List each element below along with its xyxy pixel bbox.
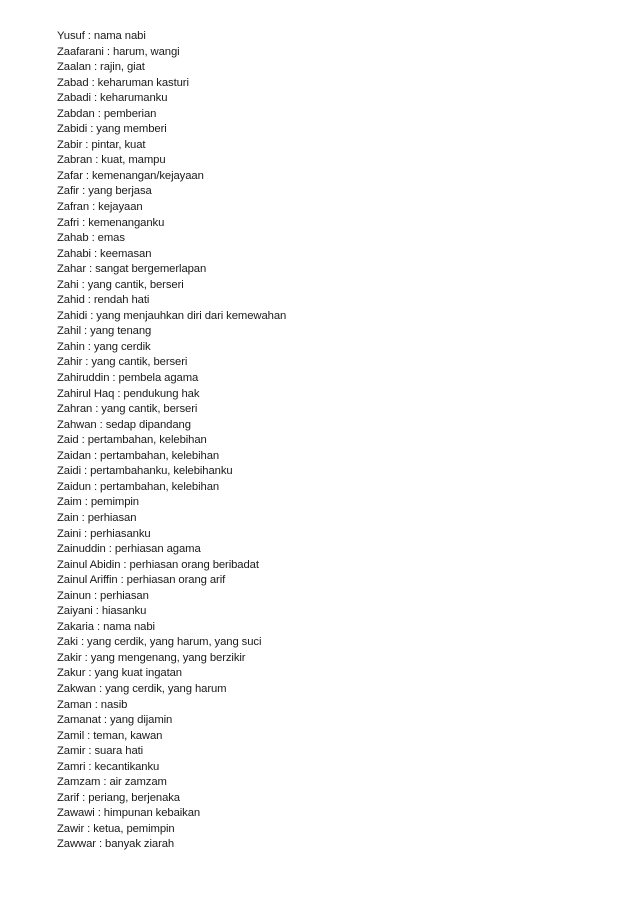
name-entry: Zarif : periang, berjenaka xyxy=(57,791,180,804)
name-entry: Zaafarani : harum, wangi xyxy=(57,45,180,58)
name-entry: Zahabi : keemasan xyxy=(57,247,152,260)
name-entry: Zawir : ketua, pemimpin xyxy=(57,822,175,835)
name-entry: Zaalan : rajin, giat xyxy=(57,61,145,74)
name-entry: Zahwan : sedap dipandang xyxy=(57,418,191,431)
name-entry: Zaiyani : hiasanku xyxy=(57,605,147,618)
name-entry: Zafar : kemenangan/kejayaan xyxy=(57,169,204,182)
name-entry: Zafran : kejayaan xyxy=(57,201,143,214)
name-entry: Zaidi : pertambahanku, kelebihanku xyxy=(57,465,233,478)
name-entry: Zamir : suara hati xyxy=(57,745,144,758)
name-entry: Zakir : yang mengenang, yang berzikir xyxy=(57,651,246,664)
name-entry: Zahi : yang cantik, berseri xyxy=(57,278,184,291)
name-entry: Zabad : keharuman kasturi xyxy=(57,76,189,89)
name-entry: Zawwar : banyak ziarah xyxy=(57,838,175,851)
name-entry: Zakur : yang kuat ingatan xyxy=(57,667,182,680)
name-entry: Zahir : yang cantik, berseri xyxy=(57,356,188,369)
name-entry: Zaim : pemimpin xyxy=(57,496,139,509)
name-entry: Zamri : kecantikanku xyxy=(57,760,160,773)
name-entry: Zaid : pertambahan, kelebihan xyxy=(57,434,207,447)
name-meaning-list xyxy=(57,29,286,853)
name-entry: Zainuddin : perhiasan agama xyxy=(57,543,201,556)
name-entry: Zainun : perhiasan xyxy=(57,589,149,602)
name-entry: Zahab : emas xyxy=(57,232,125,245)
name-entry: Zabidi : yang memberi xyxy=(57,123,167,136)
name-entry: Zainul Ariffin : perhiasan orang arif xyxy=(57,574,226,587)
name-entry: Zamzam : air zamzam xyxy=(57,776,167,789)
name-entry: Zaini : perhiasanku xyxy=(57,527,151,540)
name-entry: Zaki : yang cerdik, yang harum, yang suci xyxy=(57,636,262,649)
name-entry: Zahiruddin : pembela agama xyxy=(57,372,199,385)
name-entry: Zawawi : himpunan kebaikan xyxy=(57,807,201,820)
name-entry: Zain : perhiasan xyxy=(57,511,137,524)
name-entry: Zabadi : keharumanku xyxy=(57,92,168,105)
name-entry: Zahirul Haq : pendukung hak xyxy=(57,387,200,400)
name-entry: Zaman : nasib xyxy=(57,698,128,711)
name-entry: Zakwan : yang cerdik, yang harum xyxy=(57,682,227,695)
name-entry: Yusuf : nama nabi xyxy=(57,30,146,42)
name-entry: Zahid : rendah hati xyxy=(57,294,150,307)
name-entry: Zahar : sangat bergemerlapan xyxy=(57,263,207,276)
name-entry: Zainul Abidin : perhiasan orang beribadat xyxy=(57,558,259,571)
name-entry: Zaidun : pertambahan, kelebihan xyxy=(57,480,220,493)
name-entry: Zahil : yang tenang xyxy=(57,325,152,338)
name-entry: Zabdan : pemberian xyxy=(57,107,157,120)
name-entry: Zahran : yang cantik, berseri xyxy=(57,403,198,416)
name-entry: Zamil : teman, kawan xyxy=(57,729,163,742)
name-entry: Zabir : pintar, kuat xyxy=(57,138,146,151)
name-entry: Zahidi : yang menjauhkan diri dari kemewahan xyxy=(57,309,287,322)
name-entry: Zamanat : yang dijamin xyxy=(57,714,173,727)
name-entry: Zafri : kemenanganku xyxy=(57,216,165,229)
name-entry: Zahin : yang cerdik xyxy=(57,340,151,353)
name-entry: Zabran : kuat, mampu xyxy=(57,154,166,167)
name-entry: Zakaria : nama nabi xyxy=(57,620,155,633)
name-entry: Zafir : yang berjasa xyxy=(57,185,152,198)
name-entry: Zaidan : pertambahan, kelebihan xyxy=(57,449,220,462)
